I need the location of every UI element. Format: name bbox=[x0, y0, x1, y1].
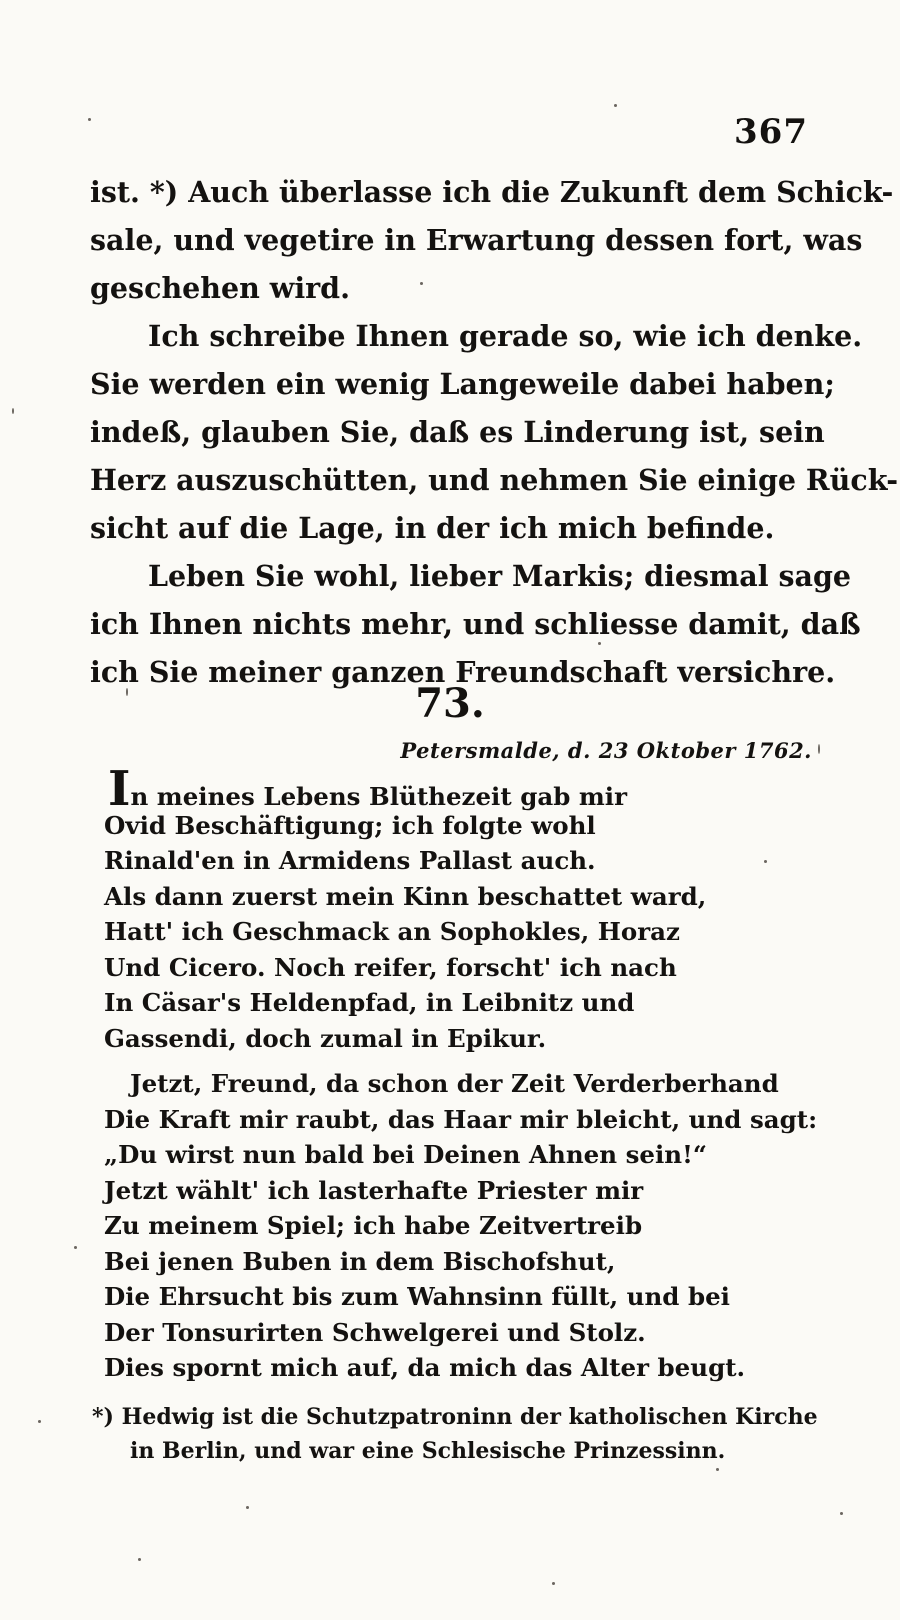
footnote bbox=[92, 1400, 818, 1468]
verse-line: Gassendi, doch zumal in Epikur. bbox=[104, 1023, 547, 1053]
paper-speck bbox=[38, 1420, 41, 1423]
verse-line: Jetzt, Freund, da schon der Zeit Verderberhand bbox=[130, 1069, 779, 1098]
text-line: sicht auf die Lage, in der ich mich befinde. bbox=[90, 511, 775, 545]
verse-line: Bei jenen Buben in dem Bischofshut, bbox=[104, 1246, 616, 1276]
text-line: sale, und vegetire in Erwartung dessen fort, was bbox=[90, 223, 863, 257]
paper-speck bbox=[840, 1512, 843, 1515]
verse-line: Und Cicero. Noch reifer, forscht' ich nach bbox=[104, 952, 677, 982]
verse-line: Ovid Beschäftigung; ich folgte wohl bbox=[104, 810, 596, 840]
paper-speck bbox=[818, 744, 820, 754]
paper-speck bbox=[246, 1506, 249, 1509]
verse-line-text: n meines Lebens Blüthezeit gab mir bbox=[130, 782, 628, 811]
page-number: 367 bbox=[734, 112, 808, 152]
paper-speck bbox=[138, 1558, 141, 1561]
poem-stanza-2 bbox=[104, 1066, 818, 1386]
text-line: ist. *) Auch überlasse ich die Zukunft dem Schick- bbox=[90, 175, 894, 209]
text-line: Leben Sie wohl, lieber Markis; diesmal sage bbox=[148, 559, 852, 593]
verse-line: Jetzt wählt' ich lasterhafte Priester mir bbox=[104, 1175, 644, 1205]
verse-line: Als dann zuerst mein Kinn beschattet ward, bbox=[104, 881, 707, 911]
verse-line: Dies spornt mich auf, da mich das Alter beugt. bbox=[104, 1353, 746, 1382]
verse-line: Die Kraft mir raubt, das Haar mir bleicht, und sagt: bbox=[104, 1104, 818, 1134]
letter-continuation-text bbox=[90, 168, 899, 696]
verse-line: Der Tonsurirten Schwelgerei und Stolz. bbox=[104, 1317, 646, 1347]
verse-line: Die Ehrsucht bis zum Wahnsinn füllt, und bei bbox=[104, 1282, 730, 1311]
footnote-line: in Berlin, und war eine Schlesische Prinzessinn. bbox=[130, 1438, 726, 1464]
paper-speck bbox=[88, 118, 91, 121]
paper-speck bbox=[716, 1468, 719, 1471]
letter-dateline: Petersmalde, d. 23 Oktober 1762. bbox=[400, 738, 812, 763]
text-line: ich Ihnen nichts mehr, und schliesse damit, daß bbox=[90, 607, 861, 641]
text-line: Herz auszuschütten, und nehmen Sie einige Rück- bbox=[90, 463, 899, 497]
poem-stanza-1 bbox=[104, 761, 804, 1056]
verse-line: Rinald'en in Armidens Pallast auch. bbox=[104, 846, 596, 875]
verse-line: Zu meinem Spiel; ich habe Zeitvertreib bbox=[104, 1211, 643, 1240]
paper-speck bbox=[552, 1582, 555, 1585]
paper-speck bbox=[12, 408, 14, 414]
paper-speck bbox=[74, 1246, 77, 1249]
paper-speck bbox=[614, 104, 617, 107]
verse-line: „Du wirst nun bald bei Deinen Ahnen sein!“ bbox=[104, 1140, 707, 1169]
text-line: Ich schreibe Ihnen gerade so, wie ich denke. bbox=[148, 319, 863, 353]
text-line: geschehen wird. bbox=[90, 271, 351, 305]
text-line: Sie werden ein wenig Langeweile dabei haben; bbox=[90, 367, 835, 401]
letter-number-heading: 73. bbox=[415, 680, 485, 727]
text-line: indeß, glauben Sie, daß es Linderung ist, sein bbox=[90, 415, 825, 449]
verse-line: Hatt' ich Geschmack an Sophokles, Horaz bbox=[104, 917, 680, 946]
verse-line: In Cäsar's Heldenpfad, in Leibnitz und bbox=[104, 988, 635, 1017]
verse-line bbox=[104, 761, 804, 817]
drop-cap: I bbox=[108, 761, 131, 817]
text-line: ich Sie meiner ganzen Freundschaft versichre. bbox=[90, 655, 836, 689]
footnote-line: *) Hedwig ist die Schutzpatroninn der katholischen Kirche bbox=[92, 1404, 818, 1430]
